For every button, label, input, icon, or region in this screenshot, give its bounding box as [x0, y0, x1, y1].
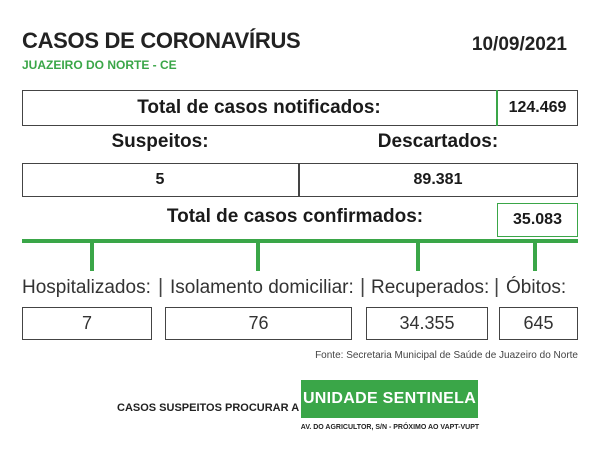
hospitalizados-value: 7 [22, 307, 152, 340]
notificados-label: Total de casos notificados: [137, 97, 381, 118]
city-subtitle: JUAZEIRO DO NORTE - CE [22, 58, 177, 72]
separator: | [360, 276, 366, 298]
separator: | [494, 276, 500, 298]
obitos-value: 645 [499, 307, 578, 340]
descartados-value: 89.381 [413, 171, 463, 188]
connector-tick-recuperados [416, 243, 420, 271]
connector-tick-obitos [533, 243, 537, 271]
confirmados-value: 35.083 [497, 203, 578, 237]
separator: | [158, 276, 164, 298]
hospitalizados-label: Hospitalizados: [22, 277, 151, 298]
unidade-sentinela-badge: UNIDADE SENTINELA [301, 380, 478, 418]
page-title: CASOS DE CORONAVÍRUS [22, 28, 301, 53]
recuperados-label: Recuperados: [371, 277, 490, 298]
isolamento-value: 76 [165, 307, 352, 340]
isolamento-label: Isolamento domiciliar: [170, 277, 354, 298]
notificados-value: 124.469 [508, 99, 567, 116]
recuperados-value: 34.355 [366, 307, 488, 340]
suspeitos-value: 5 [155, 171, 165, 188]
procurar-text: CASOS SUSPEITOS PROCURAR A [117, 402, 300, 414]
report-date: 10/09/2021 [471, 34, 567, 55]
confirmados-label: Total de casos confirmados: [166, 206, 424, 227]
descartados-label: Descartados: [377, 131, 499, 152]
connector-line [22, 239, 578, 243]
suspeitos-label: Suspeitos: [111, 131, 209, 152]
obitos-label: Óbitos: [506, 277, 567, 298]
connector-tick-isolamento [256, 243, 260, 271]
source-note: Fonte: Secretaria Municipal de Saúde de Juazeiro do Norte [315, 350, 578, 361]
connector-tick-hospitalizados [90, 243, 94, 271]
address-text: AV. DO AGRICULTOR, S/N - PRÓXIMO AO VAPT-VUPT [300, 424, 480, 431]
